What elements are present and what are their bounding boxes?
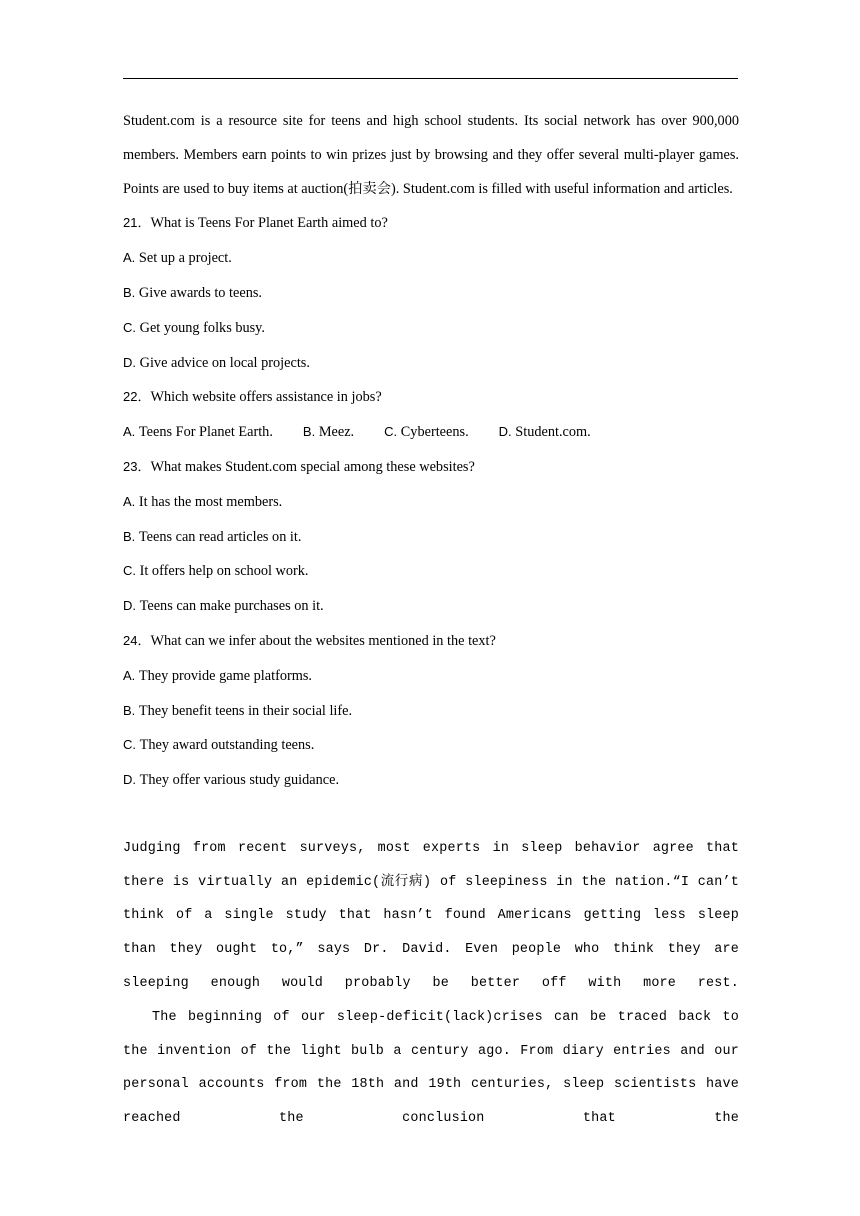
option-letter: D. xyxy=(123,354,140,370)
question-text: Which website offers assistance in jobs? xyxy=(150,389,382,406)
option-letter: D. xyxy=(123,772,140,788)
option-letter: A. xyxy=(123,493,139,509)
question-number: 21． xyxy=(123,215,151,231)
option-c xyxy=(384,415,469,450)
option-letter: C. xyxy=(384,424,401,440)
option-letter: A. xyxy=(123,667,139,683)
option-a xyxy=(123,415,273,450)
question-number: 23． xyxy=(123,458,151,474)
option-text: Set up a project. xyxy=(138,250,232,267)
option-text: Teens can read articles on it. xyxy=(138,528,302,545)
option-c xyxy=(123,311,739,346)
option-text: They provide game platforms. xyxy=(138,667,313,684)
option-text: They award outstanding teens. xyxy=(139,737,315,754)
option-b xyxy=(303,415,354,450)
page-content xyxy=(123,105,739,1136)
question-24 xyxy=(123,624,739,798)
header-rule xyxy=(123,78,738,79)
sleep-passage-paragraph-2: The beginning of our sleep-deficit(lack)crises can be traced back to the invention of the light bulb a century ago. From diary entries and our personal accounts from the 18th and 19th centuries, sleep scientists have reached the conclusion that the xyxy=(123,1009,739,1127)
option-letter: C. xyxy=(123,737,140,753)
option-letter: B. xyxy=(123,284,139,300)
question-stem xyxy=(123,450,739,485)
section-gap xyxy=(123,798,739,832)
option-letter: B. xyxy=(123,702,139,718)
question-number: 22． xyxy=(123,389,151,405)
option-text: Meez. xyxy=(318,424,355,441)
option-text: It offers help on school work. xyxy=(139,563,309,580)
option-letter: B. xyxy=(302,424,319,440)
option-b xyxy=(123,520,739,555)
sleep-passage-paragraph-1: Judging from recent surveys, most experts in sleep behavior agree that there is virtually an epidemic(流行病) of sleepiness in the nation.“I can’t think of a single study that hasn’t found Americans getting less sleep than they ought to,” says Dr. David. Even people who think they are sleeping enough would probably be better off with more rest. xyxy=(123,840,739,991)
options-row xyxy=(123,415,739,450)
option-a xyxy=(123,485,739,520)
question-number: 24． xyxy=(123,632,151,648)
option-letter: A. xyxy=(123,250,139,266)
option-d xyxy=(123,346,739,381)
option-b xyxy=(123,694,739,729)
option-letter: C. xyxy=(123,563,140,579)
option-text: Student.com. xyxy=(515,424,591,441)
option-a xyxy=(123,659,739,694)
option-letter: B. xyxy=(123,528,139,544)
option-text: Get young folks busy. xyxy=(139,319,265,336)
question-stem xyxy=(123,624,739,659)
passage-intro-paragraph: Student.com is a resource site for teens and high school students. Its social network has over 900,000 members. Members earn points to win prizes just by browsing and they offer several multi-player games. Points are used to buy items at auction(拍卖会). Student.com is filled with useful information and articles. xyxy=(123,113,739,197)
option-text: Cyberteens. xyxy=(400,424,469,441)
option-text: Give awards to teens. xyxy=(138,284,262,301)
option-text: It has the most members. xyxy=(138,493,283,510)
question-text: What is Teens For Planet Earth aimed to? xyxy=(150,215,388,232)
option-letter: A. xyxy=(123,424,139,440)
question-23 xyxy=(123,450,739,624)
option-text: They offer various study guidance. xyxy=(139,772,340,789)
question-text: What makes Student.com special among these websites? xyxy=(150,458,475,475)
option-text: Give advice on local projects. xyxy=(139,354,310,371)
question-stem xyxy=(123,206,739,241)
option-d xyxy=(499,415,591,450)
question-stem xyxy=(123,380,739,415)
option-letter: C. xyxy=(123,319,140,335)
option-c xyxy=(123,728,739,763)
option-letter: D. xyxy=(123,598,140,614)
option-text: They benefit teens in their social life. xyxy=(138,702,353,719)
option-a xyxy=(123,241,739,276)
option-letter: D. xyxy=(498,424,516,440)
option-text: Teens can make purchases on it. xyxy=(139,598,324,615)
option-d xyxy=(123,763,739,798)
question-22 xyxy=(123,380,739,450)
question-21 xyxy=(123,206,739,380)
option-text: Teens For Planet Earth. xyxy=(138,424,273,441)
question-text: What can we infer about the websites mentioned in the text? xyxy=(150,632,496,649)
option-d xyxy=(123,589,739,624)
option-c xyxy=(123,554,739,589)
option-b xyxy=(123,276,739,311)
